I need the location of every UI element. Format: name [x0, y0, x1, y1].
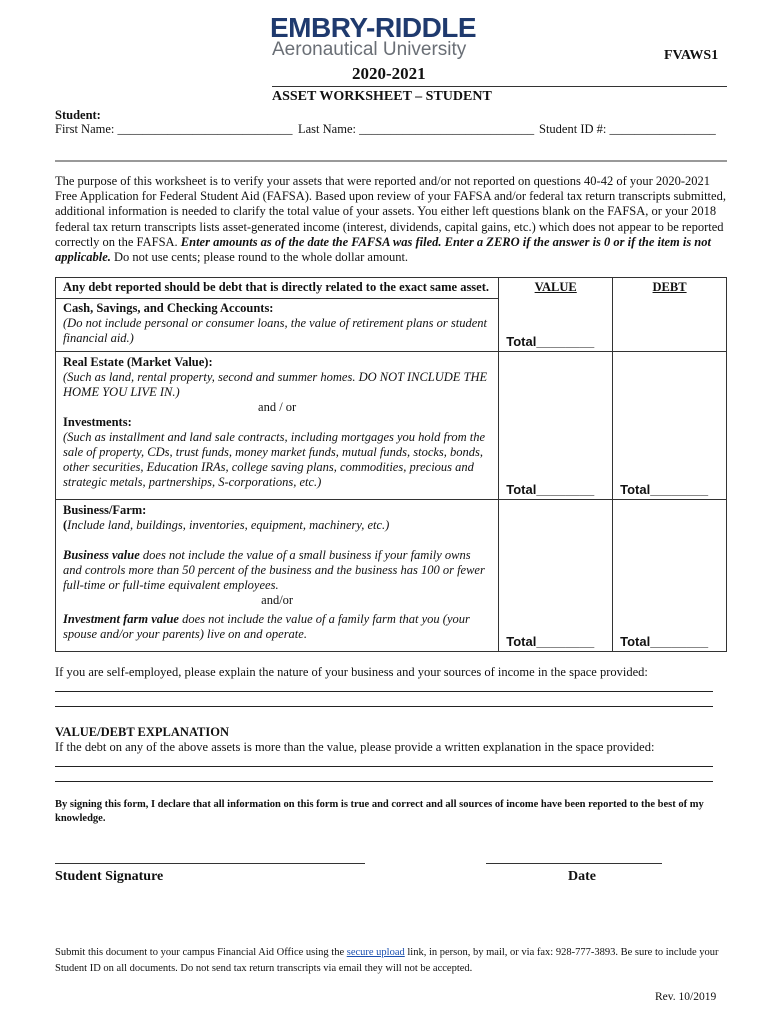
cash-description: (Do not include personal or consumer loans, the value of retirement plans or student financial aid.)	[63, 315, 488, 345]
debt-note: Any debt reported should be debt that is directly related to the exact same asset.	[56, 278, 499, 299]
business-debt-total[interactable]: Total________	[620, 634, 709, 649]
business-value-cell[interactable]	[499, 500, 613, 652]
declaration-text: By signing this form, I declare that all information on this form is true and correct and all sources of income have been reported to the best of my knowledge.	[55, 799, 704, 824]
student-label: Student:	[55, 108, 101, 122]
realestate-value-cell[interactable]	[499, 352, 613, 500]
investments-description: (Such as installment and land sale contracts, including mortgages you hold from the sale of property, CDs, trust funds, money market funds, mutual funds, stocks, bonds, other securities, Education IRAs, college saving plans, commodities, precious and strategic metals, partnerships, S-corporations, etc.)	[63, 430, 486, 489]
last-name-field[interactable]: Last Name: ____________________________	[298, 122, 535, 136]
business-debt-cell[interactable]	[613, 500, 727, 652]
academic-year: 2020-2021	[352, 64, 426, 83]
business-desc-text: Include land, buildings, inventories, equipment, machinery, etc.)	[67, 518, 390, 532]
revision-date: Rev. 10/2019	[655, 991, 717, 1003]
signature-line[interactable]	[55, 863, 365, 864]
realestate-debt-total[interactable]: Total________	[620, 482, 709, 497]
purpose-paragraph	[55, 174, 727, 265]
realestate-debt-cell[interactable]	[613, 352, 727, 500]
realestate-title: Real Estate (Market Value):	[63, 355, 213, 369]
student-signature-label: Student Signature	[55, 869, 164, 884]
farm-value-bold: Investment farm value	[63, 612, 179, 626]
submit-instructions	[55, 945, 727, 977]
logo-wordmark: EMBRY-RIDDLE	[270, 12, 477, 43]
first-name-field[interactable]: First Name: ____________________________	[55, 122, 293, 136]
business-value-text: does not include the value of a small business if your family owns and controls more than 50 percent of the business and the business has 100 or fewer full-time or full-time equivalent employees.	[63, 548, 485, 592]
business-description	[63, 518, 491, 533]
cash-value-total[interactable]: Total________	[506, 334, 595, 349]
purpose-text: The purpose of this worksheet is to verify your assets that were reported and/or not reported on questions 40-42 of your 2020-2021 Free Application for Federal Student Aid (FAFSA). Based upon review of your FAFSA and/or federal tax return transcripts submitted, additional information is needed to clarify the total value of your assets. You either left questions blank on the FAFSA, or your 2018 federal tax return transcripts lists asset-generated income (interest, dividends, capital gains, etc.) which does not appear to be reported correctly on the FAFSA.	[55, 174, 726, 249]
value-column-header: VALUE	[534, 280, 577, 294]
and-or-separator-2: and/or	[261, 593, 294, 607]
debt-column-header: DEBT	[613, 278, 727, 352]
investments-title: Investments:	[63, 415, 132, 429]
realestate-value-total[interactable]: Total________	[506, 482, 595, 497]
cash-value-cell[interactable]	[499, 278, 613, 352]
realestate-investments-label	[56, 352, 499, 500]
date-label: Date	[568, 869, 596, 884]
explanation-line-2[interactable]	[55, 781, 713, 782]
business-value-note	[63, 548, 491, 593]
self-employed-line-1[interactable]	[55, 691, 713, 692]
date-line[interactable]	[486, 863, 662, 864]
realestate-description: (Such as land, rental property, second and summer homes. DO NOT INCLUDE THE HOME YOU LIVE IN.)	[63, 370, 488, 399]
explanation-prompt: If the debt on any of the above assets is more than the value, please provide a written explanation in the space provided:	[55, 740, 655, 754]
page-title: ASSET WORKSHEET – STUDENT	[272, 89, 492, 104]
submit-text-pre: Submit this document to your campus Financial Aid Office using the	[55, 947, 347, 958]
self-employed-prompt: If you are self-employed, please explain the nature of your business and your sources of income in the space provided:	[55, 665, 648, 679]
submit-text-post: link, in person, by mail, or via fax: 928-777-3893. Be sure to include your Student ID on all documents. Do not send tax return transcripts via email they will not be accepted.	[55, 947, 719, 974]
business-farm-label	[56, 500, 499, 652]
farm-value-note	[63, 612, 491, 642]
business-value-bold: Business value	[63, 548, 140, 562]
form-code: FVAWS1	[664, 48, 719, 63]
business-value-total[interactable]: Total________	[506, 634, 595, 649]
business-desc-paren: (	[63, 518, 68, 532]
asset-table	[55, 277, 727, 652]
self-employed-line-2[interactable]	[55, 706, 713, 707]
student-id-field[interactable]: Student ID #: _________________	[539, 122, 716, 136]
explanation-title: VALUE/DEBT EXPLANATION	[55, 725, 229, 739]
purpose-emphasis: Enter amounts as of the date the FAFSA was filed. Enter a ZERO if the answer is 0 or if the item is not applicable.	[55, 234, 711, 265]
farm-value-text: does not include the value of a family farm that you (your spouse and/or your parents) live on and operate.	[63, 612, 470, 641]
and-or-separator: and / or	[258, 400, 297, 414]
logo-subtitle: Aeronautical University	[272, 39, 467, 60]
purpose-tail: Do not use cents; please round to the whole dollar amount.	[110, 250, 409, 265]
business-title: Business/Farm:	[63, 503, 147, 517]
cash-row-label	[56, 298, 499, 351]
cash-title: Cash, Savings, and Checking Accounts:	[63, 300, 274, 315]
secure-upload-link[interactable]: secure upload	[346, 947, 405, 958]
section-divider	[55, 160, 727, 162]
explanation-line-1[interactable]	[55, 766, 713, 767]
header-rule	[272, 86, 727, 87]
